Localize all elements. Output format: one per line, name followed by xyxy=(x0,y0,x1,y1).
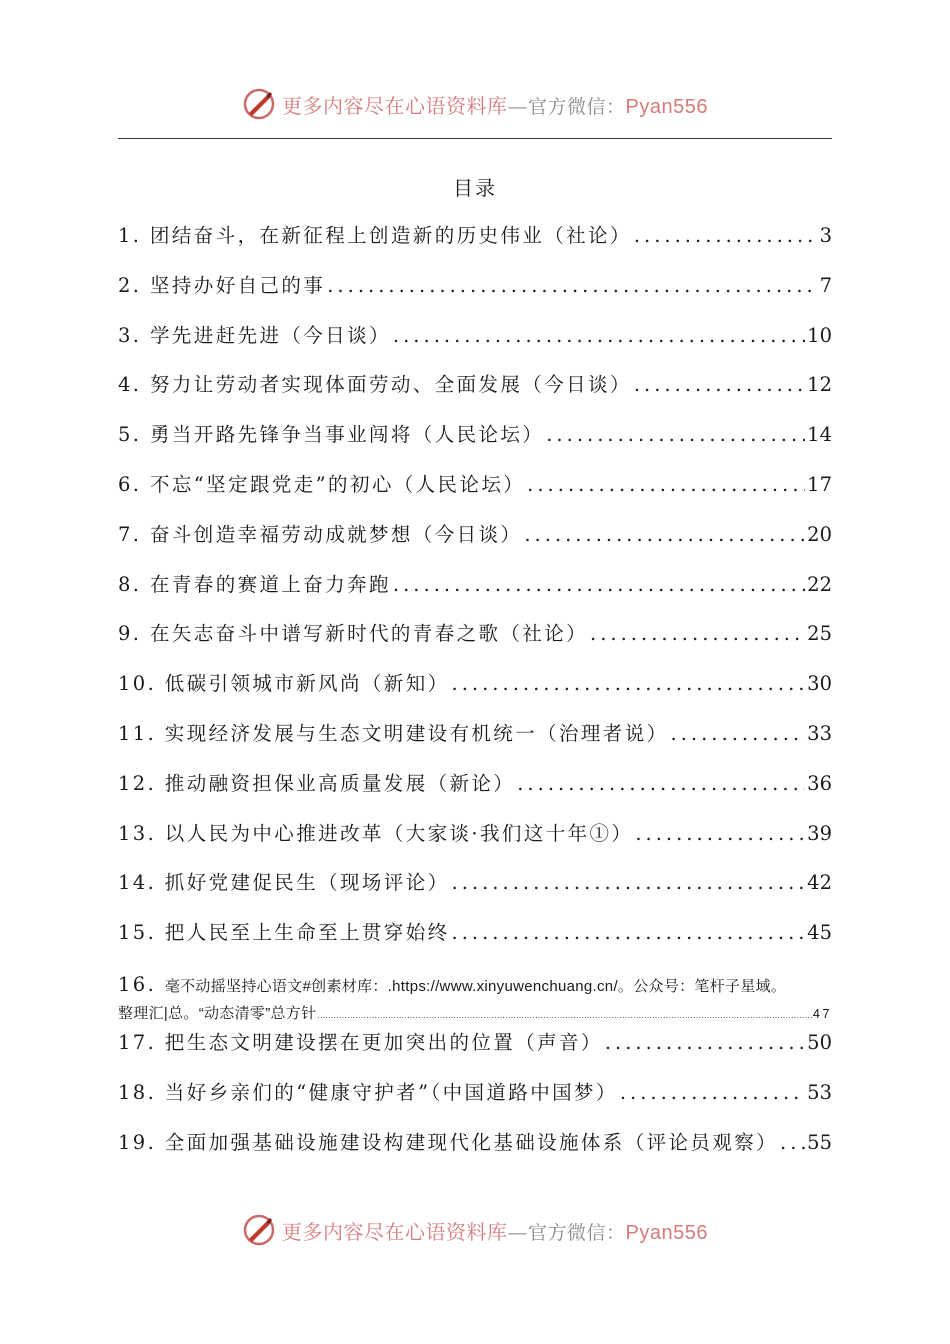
toc-title: 目录 xyxy=(453,176,497,200)
toc-entry[interactable]: 6. 不忘“坚定跟党走”的初心（人民论坛） ..... 17 xyxy=(118,469,832,519)
toc-entry[interactable]: 15. 把人民至上生命至上贯穿始终 ..... 45 xyxy=(118,917,832,967)
banner-text: 更多内容尽在心语资料库—官方微信：Pyan556 xyxy=(282,1219,708,1244)
toc-entry[interactable]: 3. 学先进赶先进（今日谈） ..... 10 xyxy=(118,320,832,370)
toc-entry[interactable]: 4. 努力让劳动者实现体面劳动、全面发展（今日谈） ..... 12 xyxy=(118,369,832,419)
table-of-contents xyxy=(118,220,832,1176)
header-divider xyxy=(118,138,832,139)
header-banner xyxy=(0,84,950,124)
toc-entry[interactable]: 19. 全面加强基础设施建设构建现代化基础设施体系（评论员观察） ..... 55 xyxy=(118,1127,832,1177)
footer-banner xyxy=(0,1210,950,1250)
special-line-2: 整理汇|总。“动态清零”总方针 xyxy=(118,1004,317,1022)
toc-entry[interactable]: 18. 当好乡亲们的“健康守护者”（中国道路中国梦） ..... 53 xyxy=(118,1077,832,1127)
toc-entry[interactable]: 2. 坚持办好自己的事 ..... 7 xyxy=(118,270,832,320)
toc-entry[interactable]: 10. 低碳引领城市新风尚（新知） ..... 30 xyxy=(118,668,832,718)
toc-entry[interactable]: 1. 团结奋斗，在新征程上创造新的历史伟业（社论） ..... 3 xyxy=(118,220,832,270)
special-line-1: 毫不动摇坚持心语文#创素材库：.https://www.xinyuwenchuang.cn/。公众号：笔杆子星域。 xyxy=(164,977,787,995)
toc-entry[interactable]: 17. 把生态文明建设摆在更加突出的位置（声音） ..... 50 xyxy=(118,1027,832,1077)
banner-text: 更多内容尽在心语资料库—官方微信：Pyan556 xyxy=(282,93,708,118)
toc-entry[interactable]: 7. 奋斗创造幸福劳动成就梦想（今日谈） ..... 20 xyxy=(118,519,832,569)
toc-entry[interactable]: 14. 抓好党建促民生（现场评论） ..... 42 xyxy=(118,867,832,917)
pen-logo-icon xyxy=(242,1213,276,1247)
toc-entry[interactable]: 5. 勇当开路先锋争当事业闯将（人民论坛） ..... 14 xyxy=(118,419,832,469)
toc-entry[interactable]: 12. 推动融资担保业高质量发展（新论） ..... 36 xyxy=(118,768,832,818)
toc-entry-special[interactable]: 16. 毫不动摇坚持心语文#创素材库：.https://www.xinyuwenchuang.cn/。公众号：笔杆子星域。 整理汇|总。“动态清零”总方针 ..... 47 xyxy=(118,967,832,1023)
pen-logo-icon xyxy=(242,87,276,121)
toc-entry[interactable]: 9. 在矢志奋斗中谱写新时代的青春之歌（社论） ..... 25 xyxy=(118,618,832,668)
toc-entry[interactable]: 8. 在青春的赛道上奋力奔跑 ..... 22 xyxy=(118,569,832,619)
toc-entry[interactable]: 11. 实现经济发展与生态文明建设有机统一（治理者说） ..... 33 xyxy=(118,718,832,768)
toc-entry[interactable]: 13. 以人民为中心推进改革（大家谈·我们这十年①） ..... 39 xyxy=(118,818,832,868)
